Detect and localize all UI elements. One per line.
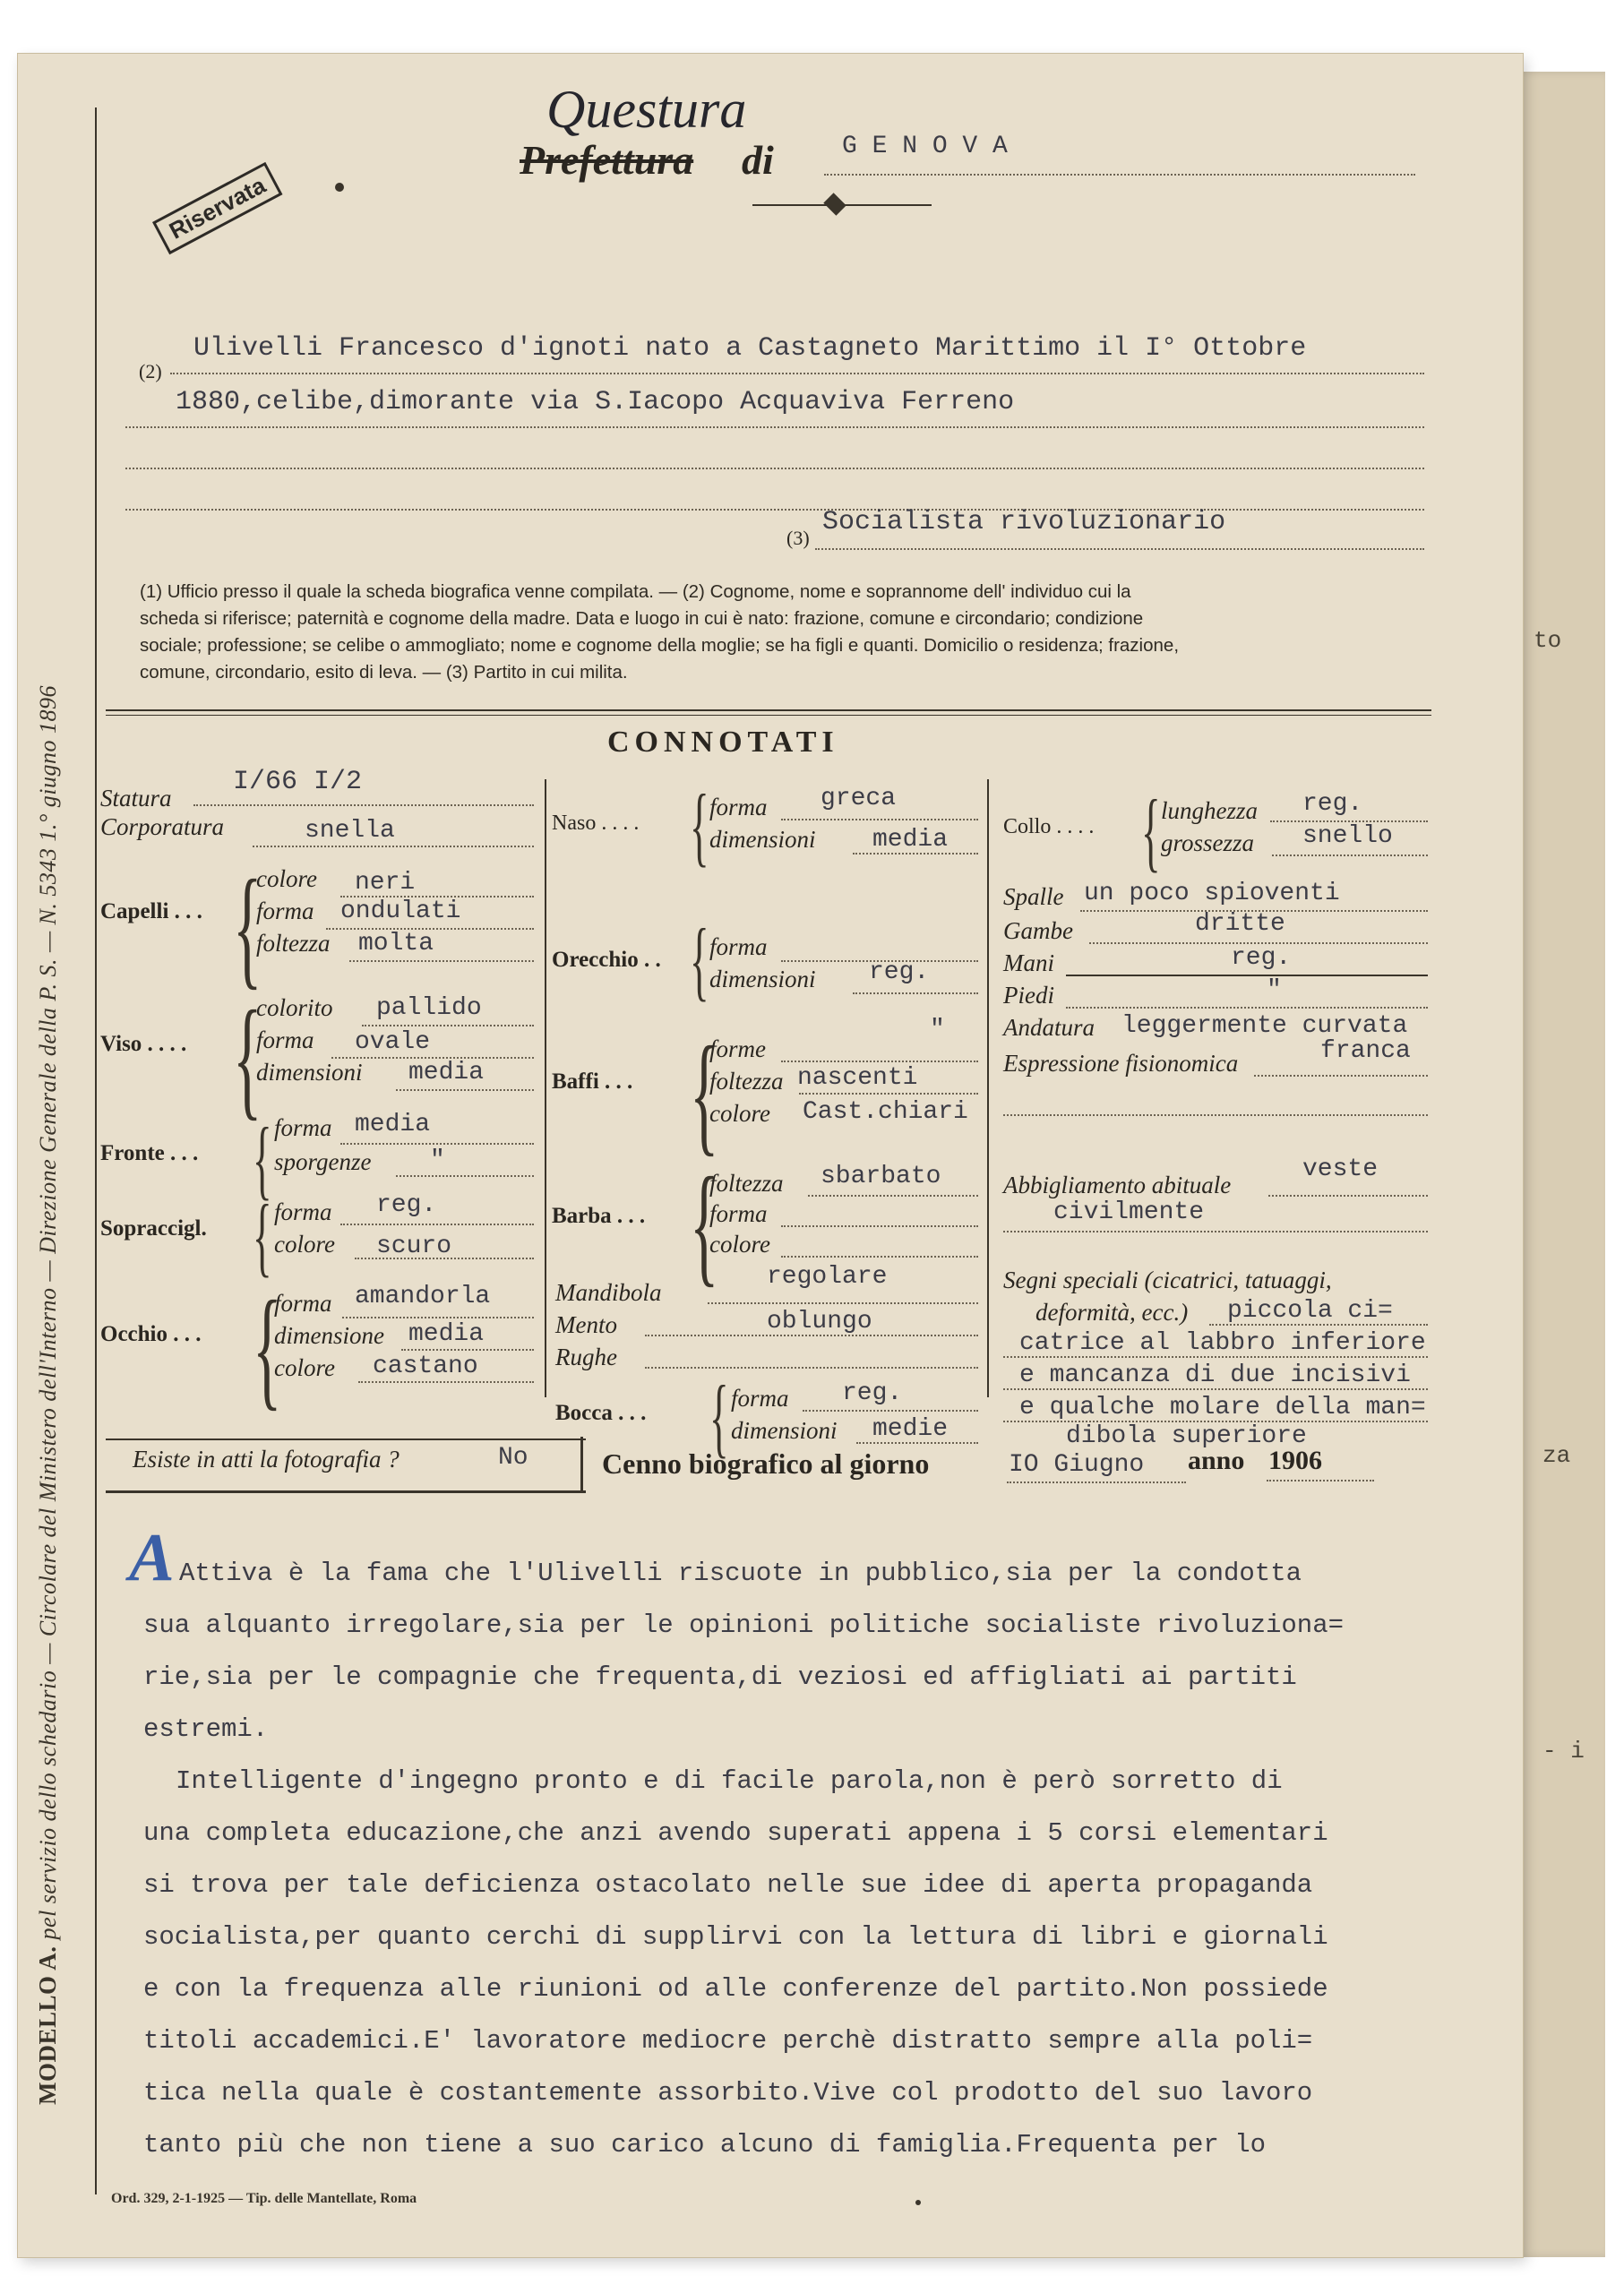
mandibola-value: regolare xyxy=(767,1263,888,1291)
sopracciglia-colore-label: colore xyxy=(274,1231,335,1258)
dotted-line xyxy=(125,468,1424,469)
dotted-line xyxy=(355,1258,534,1259)
occhio-dimensione-value: media xyxy=(408,1320,485,1348)
bocca-label: Bocca . . . xyxy=(555,1401,647,1425)
segni-value-4: e qualche molare della man= xyxy=(1019,1394,1426,1421)
barba-foltezza-label: foltezza xyxy=(709,1170,784,1197)
section-rule xyxy=(106,1490,586,1493)
brace: { xyxy=(690,1019,719,1168)
dotted-line xyxy=(1007,1481,1186,1483)
viso-dimensioni-value: media xyxy=(408,1059,485,1086)
abbigliamento-label: Abbigliamento abituale xyxy=(1003,1172,1232,1198)
bocca-dimensioni-value: medie xyxy=(872,1415,949,1443)
bio-line: e con la frequenza alle riunioni od alle conferenze del partito.Non possiede xyxy=(143,1974,1328,2004)
fronte-forma-label: forma xyxy=(274,1114,332,1141)
spalle-value: un poco spioventi xyxy=(1084,880,1340,907)
collo-lunghezza-value: reg. xyxy=(1302,790,1363,818)
dotted-line xyxy=(342,1317,534,1318)
dotted-line xyxy=(349,960,534,962)
sopracciglia-colore-value: scuro xyxy=(376,1232,452,1260)
segni-value-3: e mancanza di due incisivi xyxy=(1019,1361,1411,1389)
abbigliamento-value-1: veste xyxy=(1302,1155,1379,1183)
barba-colore-label: colore xyxy=(709,1231,770,1258)
piedi-value: " xyxy=(1267,976,1282,1004)
orecchio-label: Orecchio . . xyxy=(552,948,661,972)
naso-dimensioni-label: dimensioni xyxy=(709,826,816,853)
footnote-block xyxy=(140,579,1439,686)
fronte-sporgenze-label: sporgenze xyxy=(274,1148,372,1175)
spalle-label: Spalle xyxy=(1003,883,1064,910)
brace: { xyxy=(233,853,262,1001)
dotted-line xyxy=(803,1410,978,1412)
capelli-colore-value: neri xyxy=(355,869,416,897)
piedi-label: Piedi xyxy=(1003,982,1054,1009)
dotted-line xyxy=(1268,1195,1428,1197)
espressione-label: Espressione fisionomica xyxy=(1003,1050,1239,1077)
margin-rule xyxy=(95,107,97,2194)
ink-dot xyxy=(915,2200,921,2205)
dotted-line xyxy=(1272,855,1428,856)
dotted-line xyxy=(1066,1007,1428,1009)
baffi-forme-label: forme xyxy=(709,1035,766,1062)
printer-imprint: Ord. 329, 2-1-1925 — Tip. delle Mantellate, Roma xyxy=(111,2191,417,2206)
footnote-marker-2: (2) xyxy=(139,360,162,382)
collo-label: Collo . . . . xyxy=(1003,815,1095,838)
ink-dot xyxy=(335,183,344,192)
brace: { xyxy=(253,1109,272,1208)
segni-value-2: catrice al labbro inferiore xyxy=(1019,1329,1426,1357)
naso-forma-label: forma xyxy=(709,794,768,820)
brace: { xyxy=(690,776,709,875)
brace: { xyxy=(690,1150,719,1299)
party-value: Socialista rivoluzionario xyxy=(822,507,1226,537)
baffi-foltezza-value: nascenti xyxy=(797,1064,918,1092)
corporatura-label: Corporatura xyxy=(100,813,225,840)
underlying-text-fragment: za xyxy=(1542,1442,1571,1469)
model-description: pel servizio dello schedario — Circolare del Ministero dell'Interno — Direzione Generale della P. S. — N. 5343 1.° giugno 1896 xyxy=(35,684,61,1940)
dotted-line xyxy=(1003,1356,1428,1358)
dotted-line xyxy=(853,853,978,855)
dotted-line xyxy=(362,1025,534,1026)
identity-line-2: 1880,celibe,dimorante via S.Iacopo Acquaviva Ferreno xyxy=(176,387,1015,417)
bio-line: estremi. xyxy=(143,1714,269,1744)
segni-label-1: Segni speciali (cicatrici, tatuaggi, xyxy=(1003,1267,1332,1293)
dotted-line xyxy=(340,1224,534,1225)
dotted-line xyxy=(125,509,1424,511)
dotted-line xyxy=(340,1143,534,1145)
collo-grossezza-value: snello xyxy=(1302,822,1393,850)
naso-forma-value: greca xyxy=(821,785,897,812)
brace: { xyxy=(253,1274,282,1422)
bio-line: Intelligente d'ingegno pronto e di facile parola,non è però sorretto di xyxy=(176,1766,1283,1796)
viso-dimensioni-label: dimensioni xyxy=(256,1059,363,1086)
baffi-colore-value: Cast.chiari xyxy=(803,1098,968,1126)
orecchio-dimensioni-value: reg. xyxy=(869,958,930,986)
naso-label: Naso . . . . xyxy=(552,812,640,835)
baffi-forme-value: " xyxy=(930,1016,945,1043)
bio-line: titoli accademici.E' lavoratore mediocre perchè distratto sempre alla poli= xyxy=(143,2026,1313,2056)
statura-value: I/66 I/2 xyxy=(233,767,363,797)
solid-line xyxy=(1066,975,1428,976)
brace: { xyxy=(709,1367,729,1466)
connotati-title: CONNOTATI xyxy=(607,726,839,759)
section-rule xyxy=(106,709,1431,711)
column-separator xyxy=(580,1437,583,1490)
section-rule xyxy=(106,1438,586,1440)
bio-line: rie,sia per le compagnie che frequenta,di veziosi ed affigliati ai partiti xyxy=(143,1662,1297,1692)
brace: { xyxy=(253,1186,272,1285)
viso-colorito-label: colorito xyxy=(256,994,333,1021)
dotted-line xyxy=(1209,1324,1428,1326)
rughe-label: Rughe xyxy=(555,1344,617,1370)
dotted-line xyxy=(799,1093,978,1095)
footnote-line: scheda si riferisce; paternità e cognome della madre. Data e luogo in cui è nato: frazione, comune e circondario; condizione xyxy=(140,608,1144,629)
dotted-line xyxy=(1267,1480,1374,1481)
baffi-foltezza-label: foltezza xyxy=(709,1068,784,1095)
biography-text xyxy=(143,1548,1505,2171)
handwritten-office: Questura xyxy=(546,80,747,139)
baffi-colore-label: colore xyxy=(709,1100,770,1127)
cenno-anno-label: anno xyxy=(1188,1446,1245,1475)
viso-label: Viso . . . . xyxy=(100,1032,187,1056)
dotted-line xyxy=(253,846,534,847)
mento-value: oblungo xyxy=(767,1308,872,1335)
bio-line: una completa educazione,che anzi avendo superati appena i 5 corsi elementari xyxy=(143,1818,1328,1848)
sopracciglia-label: Sopraccigl. xyxy=(100,1216,207,1241)
barba-label: Barba . . . xyxy=(552,1204,646,1228)
orecchio-forma-label: forma xyxy=(709,933,768,960)
blue-pencil-marker: A xyxy=(129,1520,175,1595)
gambe-value: dritte xyxy=(1195,910,1285,938)
dotted-line xyxy=(193,804,534,806)
dotted-line xyxy=(125,426,1424,428)
occhio-colore-value: castano xyxy=(373,1353,478,1380)
capelli-label: Capelli . . . xyxy=(100,899,202,923)
dotted-line xyxy=(781,1256,978,1258)
fronte-label: Fronte . . . xyxy=(100,1141,199,1165)
underlying-text-fragment: - i xyxy=(1542,1738,1585,1765)
dotted-line xyxy=(781,1061,978,1062)
mani-label: Mani xyxy=(1003,949,1054,976)
dotted-line xyxy=(358,1381,534,1383)
reserved-stamp: Riservata xyxy=(152,162,283,254)
andatura-label: Andatura xyxy=(1003,1014,1096,1041)
dotted-line xyxy=(170,373,1424,374)
segni-value-1: piccola ci= xyxy=(1227,1297,1393,1325)
dotted-line xyxy=(1003,1231,1428,1232)
bio-line: tanto più che non tiene a suo carico alcuno di famiglia.Frequenta per lo xyxy=(143,2130,1267,2160)
dotted-line xyxy=(1254,1075,1428,1077)
bio-line: sua alquanto irregolare,sia per le opinioni politiche socialiste rivoluziona= xyxy=(143,1610,1345,1640)
viso-forma-label: forma xyxy=(256,1026,314,1053)
sopracciglia-forma-label: forma xyxy=(274,1198,332,1225)
identity-line-1: Ulivelli Francesco d'ignoti nato a Castagneto Marittimo il I° Ottobre xyxy=(193,333,1307,364)
footnote-marker-3: (3) xyxy=(786,527,810,549)
occhio-dimensione-label: dimensione xyxy=(274,1322,384,1349)
fronte-sporgenze-value: " xyxy=(430,1146,445,1174)
segni-value-5: dibola superiore xyxy=(1066,1422,1307,1450)
foto-value: No xyxy=(498,1444,528,1472)
capelli-colore-label: colore xyxy=(256,865,317,892)
capelli-foltezza-label: foltezza xyxy=(256,930,331,957)
dotted-line xyxy=(396,1089,534,1091)
bocca-forma-label: forma xyxy=(731,1385,789,1412)
cenno-label: Cenno biografico al giorno xyxy=(602,1447,930,1480)
dotted-line xyxy=(1003,1114,1428,1116)
city-line xyxy=(824,174,1415,176)
underlying-page xyxy=(1514,72,1605,2257)
segni-label-2: deformità, ecc.) xyxy=(1035,1299,1189,1326)
bio-line: tica nella quale è costantemente assorbito.Vive col prodotto del suo lavoro xyxy=(143,2078,1313,2108)
dotted-line xyxy=(708,1302,978,1304)
abbigliamento-value-2: civilmente xyxy=(1053,1198,1205,1226)
brace: { xyxy=(1141,781,1161,880)
viso-colorito-value: pallido xyxy=(376,994,482,1022)
dotted-line xyxy=(781,1225,978,1227)
corporatura-value: snella xyxy=(305,817,395,845)
mani-value: reg. xyxy=(1231,944,1292,972)
dotted-line xyxy=(401,1349,534,1351)
bio-line: socialista,per quanto cerchi di supplirvi con la lettura di libri e giornali xyxy=(143,1922,1328,1952)
bocca-forma-value: reg. xyxy=(842,1379,903,1407)
header-ornament-diamond xyxy=(823,193,846,215)
dotted-line xyxy=(856,1442,978,1444)
capelli-foltezza-value: molta xyxy=(358,930,434,958)
sidebar-legend xyxy=(34,197,70,2105)
underlying-text-fragment: to xyxy=(1534,627,1562,654)
barba-forma-label: forma xyxy=(709,1200,768,1227)
column-separator xyxy=(545,779,546,1397)
cenno-date: IO Giugno xyxy=(1009,1451,1145,1479)
brace: { xyxy=(690,910,709,1009)
andatura-value: leggermente curvata xyxy=(1121,1012,1408,1040)
foto-label: Esiste in atti la fotografia ? xyxy=(133,1446,400,1473)
dotted-line xyxy=(815,548,1424,550)
brace: { xyxy=(233,983,262,1132)
cenno-anno-value: 1906 xyxy=(1268,1446,1322,1475)
fronte-forma-value: media xyxy=(355,1111,431,1138)
viso-forma-value: ovale xyxy=(355,1028,431,1056)
occhio-colore-label: colore xyxy=(274,1354,335,1381)
baffi-label: Baffi . . . xyxy=(552,1069,633,1094)
bio-line: si trova per tale deficienza ostacolato nelle sue idee di aperta propaganda xyxy=(143,1870,1313,1900)
dotted-line xyxy=(396,1175,534,1177)
footnote-line: sociale; professione; se celibe o ammogliato; nome e cognome della moglie; se ha figli e quanti. Domicilio o residenza; frazione, xyxy=(140,635,1180,656)
dotted-line xyxy=(645,1335,978,1336)
mandibola-label: Mandibola xyxy=(555,1279,662,1306)
capelli-forma-label: forma xyxy=(256,897,314,924)
dotted-line xyxy=(781,819,978,820)
document-sheet xyxy=(18,54,1523,2257)
occhio-forma-value: amandorla xyxy=(355,1283,491,1310)
model-label: MODELLO A. xyxy=(34,1945,61,2105)
printed-office-struck: Prefettura xyxy=(520,137,694,183)
collo-grossezza-label: grossezza xyxy=(1161,829,1255,856)
espressione-value: franca xyxy=(1320,1037,1411,1065)
mento-label: Mento xyxy=(555,1311,617,1338)
city-value: G E N O V A xyxy=(842,133,1008,160)
bio-line: Attiva è la fama che l'Ulivelli riscuote in pubblico,sia per la condotta xyxy=(179,1559,1302,1588)
dotted-line xyxy=(808,1195,978,1197)
dotted-line xyxy=(1003,1388,1428,1390)
column-separator xyxy=(987,779,989,1397)
gambe-label: Gambe xyxy=(1003,917,1073,944)
dotted-line xyxy=(645,1367,978,1369)
footnote-line: comune, circondario, esito di leva. — (3) Partito in cui milita. xyxy=(140,662,628,683)
sopracciglia-forma-value: reg. xyxy=(376,1191,437,1219)
capelli-forma-value: ondulati xyxy=(340,897,461,925)
di-label: di xyxy=(742,137,774,183)
statura-label: Statura xyxy=(100,785,172,812)
collo-lunghezza-label: lunghezza xyxy=(1161,797,1258,824)
footnote-line: (1) Ufficio presso il quale la scheda biografica venne compilata. — (2) Cognome, nome e soprannome dell' individuo cui la xyxy=(140,581,1131,602)
bocca-dimensioni-label: dimensioni xyxy=(731,1417,838,1444)
orecchio-dimensioni-label: dimensioni xyxy=(709,966,816,992)
occhio-label: Occhio . . . xyxy=(100,1322,202,1346)
occhio-forma-label: forma xyxy=(274,1290,332,1317)
dotted-line xyxy=(853,992,978,994)
section-rule xyxy=(106,715,1431,716)
naso-dimensioni-value: media xyxy=(872,826,949,854)
barba-foltezza-value: sbarbato xyxy=(821,1163,941,1190)
